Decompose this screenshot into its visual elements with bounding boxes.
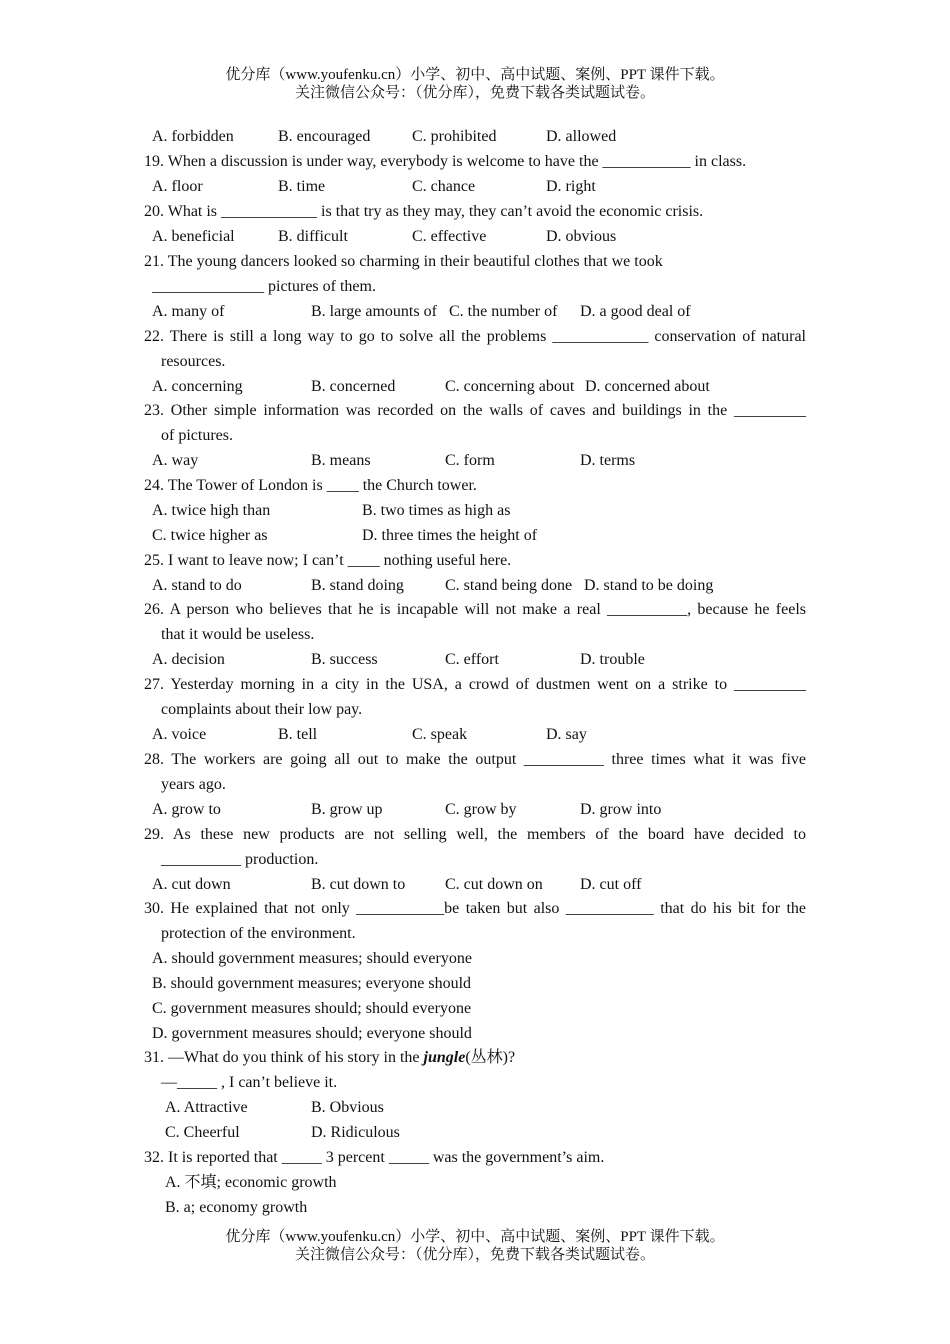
q24-option-a: A. twice high than (152, 502, 271, 519)
q19-option-c: C. chance (412, 178, 476, 195)
q22-stem-line-2: resources. (161, 353, 226, 370)
q22-option-a: A. concerning (152, 378, 243, 395)
q20-option-d: D. obvious (546, 228, 617, 245)
q19-option-d: D. right (546, 178, 596, 195)
q23-option-c: C. form (445, 452, 495, 469)
footer-line-1: 优分库（www.youfenku.cn）小学、初中、高中试题、案例、PPT 课件下载。 (225, 1229, 725, 1245)
q22-option-b: B. concerned (311, 378, 396, 395)
q21-option-c: C. the number of (449, 303, 558, 320)
q28-stem-line-1: 28. The workers are going all out to make the output __________ three times what it was five (144, 751, 806, 768)
q29-stem-line-2: __________ production. (161, 851, 319, 868)
q31-reply: —_____ , I can’t believe it. (161, 1074, 338, 1091)
q23-option-d: D. terms (580, 452, 636, 469)
q21-option-b: B. large amounts of (311, 303, 437, 320)
q19-option-b: B. time (278, 178, 326, 195)
q20-stem: 20. What is ____________ is that try as they may, they can’t avoid the economic crisis. (144, 203, 704, 220)
q20-option-a: A. beneficial (152, 228, 235, 245)
q24-option-b: B. two times as high as (362, 502, 511, 519)
q28-option-d: D. grow into (580, 801, 662, 818)
q26-option-d: D. trouble (580, 651, 645, 668)
q23-stem-line-2: of pictures. (161, 427, 233, 444)
q30-option-a: A. should government measures; should everyone (152, 950, 472, 967)
q27-option-c: C. speak (412, 726, 468, 743)
q32-option-a: A. 不填; economic growth (165, 1174, 337, 1191)
q32-stem: 32. It is reported that _____ 3 percent _____ was the government’s aim. (144, 1149, 605, 1166)
q24-option-c: C. twice higher as (152, 527, 268, 544)
q30-stem-line-2: protection of the environment. (161, 925, 356, 942)
q28-stem-line-2: years ago. (161, 776, 226, 793)
q30-option-d: D. government measures should; everyone should (152, 1025, 472, 1042)
q28-option-a: A. grow to (152, 801, 221, 818)
q18-option-c: C. prohibited (412, 128, 497, 145)
q27-stem-line-2: complaints about their low pay. (161, 701, 363, 718)
q26-option-a: A. decision (152, 651, 225, 668)
q18-option-b: B. encouraged (278, 128, 371, 145)
q23-option-b: B. means (311, 452, 371, 469)
q22-option-c: C. concerning about (445, 378, 575, 395)
q26-stem-line-1: 26. A person who believes that he is incapable will not make a real __________, because he feels (144, 601, 806, 618)
q27-option-d: D. say (546, 726, 587, 743)
q24-option-d: D. three times the height of (362, 527, 538, 544)
page-header (0, 66, 950, 102)
page-footer (0, 1228, 950, 1264)
q31-stem-pre: 31. —What do you think of his story in the (144, 1049, 424, 1066)
q29-option-b: B. cut down to (311, 876, 406, 893)
q26-stem-line-2: that it would be useless. (161, 626, 315, 643)
q31-option-d: D. Ridiculous (311, 1124, 400, 1141)
q31-option-a: A. Attractive (165, 1099, 248, 1116)
q19-stem: 19. When a discussion is under way, everybody is welcome to have the ___________ in class. (144, 153, 747, 170)
header-line-2: 关注微信公众号：（优分库），免费下载各类试题试卷。 (294, 85, 655, 101)
q21-stem-line-2: ______________ pictures of them. (152, 278, 376, 295)
q23-option-a: A. way (152, 452, 199, 469)
q18-option-a: A. forbidden (152, 128, 234, 145)
q29-option-d: D. cut off (580, 876, 642, 893)
q24-stem: 24. The Tower of London is ____ the Church tower. (144, 477, 477, 494)
header-line-1: 优分库（www.youfenku.cn）小学、初中、高中试题、案例、PPT 课件下载。 (225, 67, 725, 83)
q20-option-b: B. difficult (278, 228, 348, 245)
q18-option-d: D. allowed (546, 128, 617, 145)
q29-stem-line-1: 29. As these new products are not selling well, the members of the board have decided to (144, 826, 806, 843)
q30-option-b: B. should government measures; everyone should (152, 975, 472, 992)
q25-option-a: A. stand to do (152, 577, 242, 594)
q27-option-a: A. voice (152, 726, 207, 743)
q27-stem-line-1: 27. Yesterday morning in a city in the USA, a crowd of dustmen went on a strike to _________ (144, 676, 806, 693)
q30-stem-line-1: 30. He explained that not only ___________be taken but also ___________ that do his bit for the (144, 900, 806, 917)
q31-stem-keyword: jungle (423, 1049, 466, 1066)
q28-option-b: B. grow up (311, 801, 383, 818)
q21-option-a: A. many of (152, 303, 225, 320)
q23-stem-line-1: 23. Other simple information was recorded on the walls of caves and buildings in the _________ (144, 402, 806, 419)
q32-option-b: B. a; economy growth (165, 1199, 308, 1216)
q28-option-c: C. grow by (445, 801, 517, 818)
q27-option-b: B. tell (278, 726, 318, 743)
q22-stem-line-1: 22. There is still a long way to go to solve all the problems ____________ conservation of natural (144, 328, 806, 345)
q25-option-b: B. stand doing (311, 577, 404, 594)
q31-option-c: C. Cheerful (165, 1124, 240, 1141)
q20-option-c: C. effective (412, 228, 487, 245)
footer-line-2: 关注微信公众号：（优分库），免费下载各类试题试卷。 (294, 1247, 655, 1263)
q25-option-c: C. stand being done (445, 577, 573, 594)
q31-option-b: B. Obvious (311, 1099, 384, 1116)
q31-stem (144, 1048, 515, 1068)
q30-option-c: C. government measures should; should everyone (152, 1000, 472, 1017)
q21-stem-line-1: 21. The young dancers looked so charming in their beautiful clothes that we took (144, 253, 663, 270)
q21-option-d: D. a good deal of (580, 303, 691, 320)
q26-option-c: C. effort (445, 651, 499, 668)
q31-stem-post: (丛林)? (465, 1049, 516, 1066)
q29-option-a: A. cut down (152, 876, 231, 893)
q22-option-d: D. concerned about (585, 378, 710, 395)
q29-option-c: C. cut down on (445, 876, 543, 893)
q26-option-b: B. success (311, 651, 378, 668)
q25-stem: 25. I want to leave now; I can’t ____ nothing useful here. (144, 552, 512, 569)
q19-option-a: A. floor (152, 178, 203, 195)
q25-option-d: D. stand to be doing (584, 577, 714, 594)
